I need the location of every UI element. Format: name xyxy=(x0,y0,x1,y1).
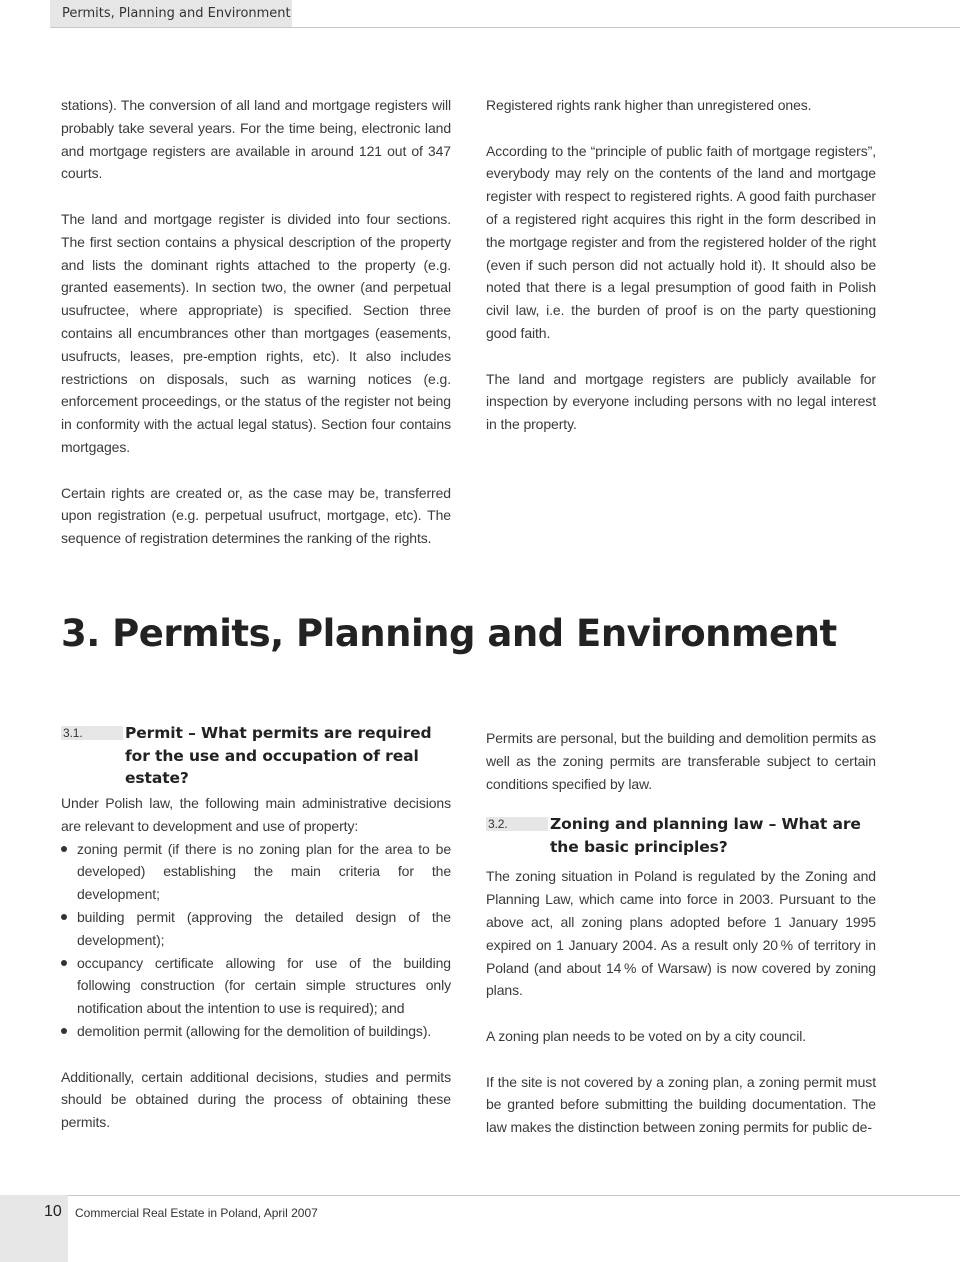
bullet-icon xyxy=(61,914,67,920)
paragraph: Additionally, certain additional decisions, studies and permits should be obtained during the process of obtaining these permits. xyxy=(61,1068,451,1131)
paragraph: The land and mortgage register is divided into four sections. The first section contains a physical description of the property and lists the dominant rights attached to the property (e.g. granted easements). In section two, the owner (and perpetual usufructee, where appropriate) is specified. Section three contains all encumbrances other than mortgages (easements, usufructs, leases, pre-emption rights, etc). It also includes restrictions on disposals, such as warning notices (e.g. enforcement proceedings, or the status of the register not being in conformity with the actual legal status). Section four contains mortgages. xyxy=(61,210,451,455)
list-item: demolition permit (allowing for the demolition of buildings). xyxy=(61,1020,451,1043)
subsection-number: 3.1. xyxy=(61,726,123,740)
list-item: building permit (approving the detailed design of the development); xyxy=(61,906,451,952)
permit-list xyxy=(61,838,451,1043)
running-header: Permits, Planning and Environment xyxy=(50,0,292,27)
paragraph: stations). The conversion of all land and mortgage registers will probably take several years. For the time being, electronic land and mortgage registers are available in around 121 out of 347 courts. xyxy=(61,97,451,182)
bottom-left-column xyxy=(61,722,451,1134)
subsection-heading-3-1 xyxy=(61,722,451,792)
subsection-number: 3.2. xyxy=(486,817,548,831)
top-left-column xyxy=(61,94,451,550)
top-right-column xyxy=(486,94,876,436)
bullet-icon xyxy=(61,1028,67,1034)
list-item: zoning permit (if there is no zoning plan for the area to be developed) establishing the main criteria for the development; xyxy=(61,838,451,906)
subsection-title: Permit – What permits are required for the use and occupation of real estate? xyxy=(125,724,432,787)
paragraph: If the site is not covered by a zoning plan, a zoning permit must be granted before submitting the building documentation. The law makes the distinction between zoning permits for public de- xyxy=(486,1073,876,1136)
footer-divider xyxy=(0,1195,960,1196)
list-item: occupancy certificate allowing for use of the building following construction (for certain simple structures only notification about the intention to use is required); and xyxy=(61,952,451,1020)
publication-title: Commercial Real Estate in Poland, April 2007 xyxy=(75,1206,318,1220)
bullet-icon xyxy=(61,846,67,852)
section-title: 3. Permits, Planning and Environment xyxy=(61,612,837,655)
bottom-right-column xyxy=(486,727,876,1139)
paragraph: According to the “principle of public faith of mortgage registers”, everybody may rely on the contents of the land and mortgage register with respect to registered rights. A good faith purchaser of a registered right acquires this right in the form described in the mortgage register and from the registered holder of the right (even if such person did not actually hold it). It should also be noted that there is a legal presumption of good faith in Polish civil law, i.e. the burden of proof is on the party questioning good faith. xyxy=(486,142,876,341)
subsection-title: Zoning and planning law – What are the basic principles? xyxy=(550,815,861,856)
paragraph: The land and mortgage registers are publicly available for inspection by everyone including persons with no legal interest in the property. xyxy=(486,370,876,433)
header-divider xyxy=(50,27,960,28)
paragraph: The zoning situation in Poland is regulated by the Zoning and Planning Law, which came into force in 2003. Pursuant to the above act, all zoning plans adopted before 1 January 1995 expired on 1 January 2004. As a result only 20 % of territory in Poland (and about 14 % of Warsaw) is now covered by zoning plans. xyxy=(486,868,876,999)
subsection-heading-3-2 xyxy=(486,813,876,865)
page-number: 10 xyxy=(44,1203,62,1220)
bullet-icon xyxy=(61,960,67,966)
paragraph: A zoning plan needs to be voted on by a city council. xyxy=(486,1027,807,1044)
paragraph: Certain rights are created or, as the case may be, transferred upon registration (e.g. perpetual usufruct, mortgage, etc). The sequence of registration determines the ranking of the rights. xyxy=(61,484,451,547)
paragraph: Registered rights rank higher than unregistered ones. xyxy=(486,97,812,113)
paragraph: Under Polish law, the following main administrative decisions are relevant to development and use of property: xyxy=(61,795,451,834)
paragraph: Permits are personal, but the building and demolition permits as well as the zoning permits are transferable subject to certain conditions specified by law. xyxy=(486,730,876,792)
